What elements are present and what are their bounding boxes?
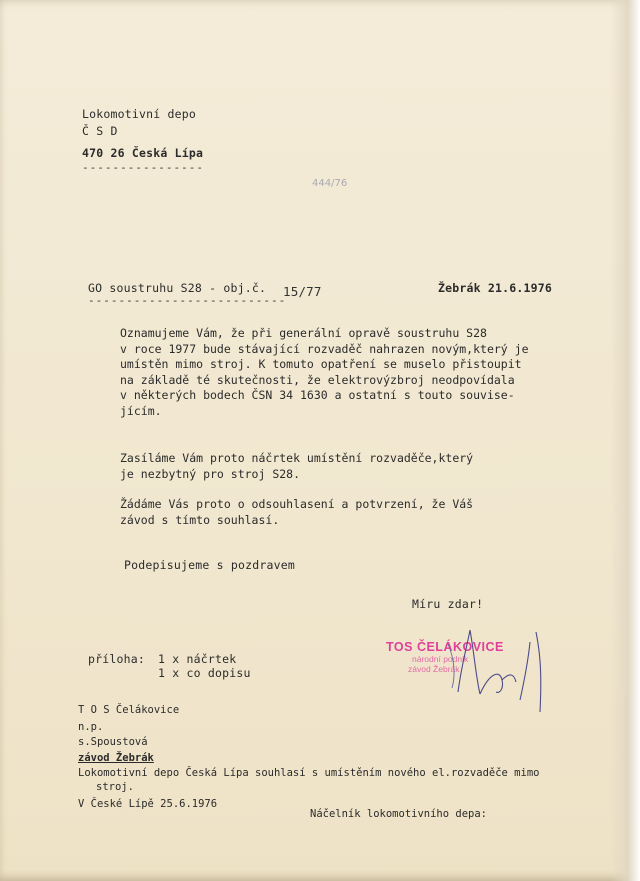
reply-signatory: Náčelník lokomotivního depa: [310, 808, 488, 820]
attachment-item-2: 1 x co dopisu [158, 666, 251, 680]
sender-line-2: Č S D [82, 124, 118, 138]
stamp-title: TOS ČELÁKOVICE [386, 640, 504, 654]
paragraph-1: Oznamujeme Vám, že při generální opravě soustruhu S28 v roce 1977 bude stávající rozvaděč nahrazen novým,který je umístěn mimo stroj. K tomuto opatření se muselo přistoupit na základě té skutečnosti, že elektrovýzbroj neodpovídala v některých bodech ČSN 34 1630 a ostatní s touto souvise- jícím. [120, 326, 529, 418]
signature [440, 622, 550, 712]
subject-underline: -------------------------- [88, 294, 287, 307]
paragraph-2: Zasíláme Vám proto náčrtek umístění rozvaděče,který je nezbytný pro stroj S28. [120, 451, 474, 481]
subject-label: GO soustruhu S28 - obj.č. [88, 281, 267, 295]
recipient-line-2: n.p. [78, 721, 104, 733]
sender-underline: ---------------- [82, 161, 204, 174]
recipient-line-3: s.Spoustová [78, 736, 148, 748]
reference-number: 444/76 [312, 178, 348, 189]
attachment-item-1: 1 x náčrtek [158, 652, 237, 666]
order-number: 15/77 [283, 284, 322, 299]
greeting: Míru zdar! [412, 597, 484, 611]
recipient-line-1: T O S Čelákovice [78, 704, 180, 716]
place-date: Žebrák 21.6.1976 [438, 281, 552, 295]
paragraph-3: Žádáme Vás proto o odsouhlasení a potvrzení, že Váš závod s tímto souhlasí. [120, 497, 474, 527]
stamp-line-2: národní podnik [412, 654, 469, 664]
recipient-line-4: závod Žebrák [78, 752, 154, 764]
sender-line-1: Lokomotivní depo [82, 107, 196, 121]
paragraph-2-wrap [120, 451, 560, 482]
reply-line-2: stroj. [96, 781, 134, 793]
paragraph-3-wrap [120, 497, 560, 528]
attachments-label: příloha: [88, 652, 145, 666]
reply-line-1: Lokomotivní depo Česká Lípa souhlasí s umístěním nového el.rozvaděče mimo [78, 767, 540, 779]
reply-place-date: V České Lípě 25.6.1976 [78, 798, 218, 810]
stamp-line-3: závod Žebrák [408, 664, 460, 674]
sender-address: 470 26 Česká Lípa [82, 146, 204, 160]
paragraph-1-first [120, 326, 560, 419]
closing: Podepisujeme s pozdravem [124, 558, 295, 572]
paper-edge [610, 0, 640, 881]
